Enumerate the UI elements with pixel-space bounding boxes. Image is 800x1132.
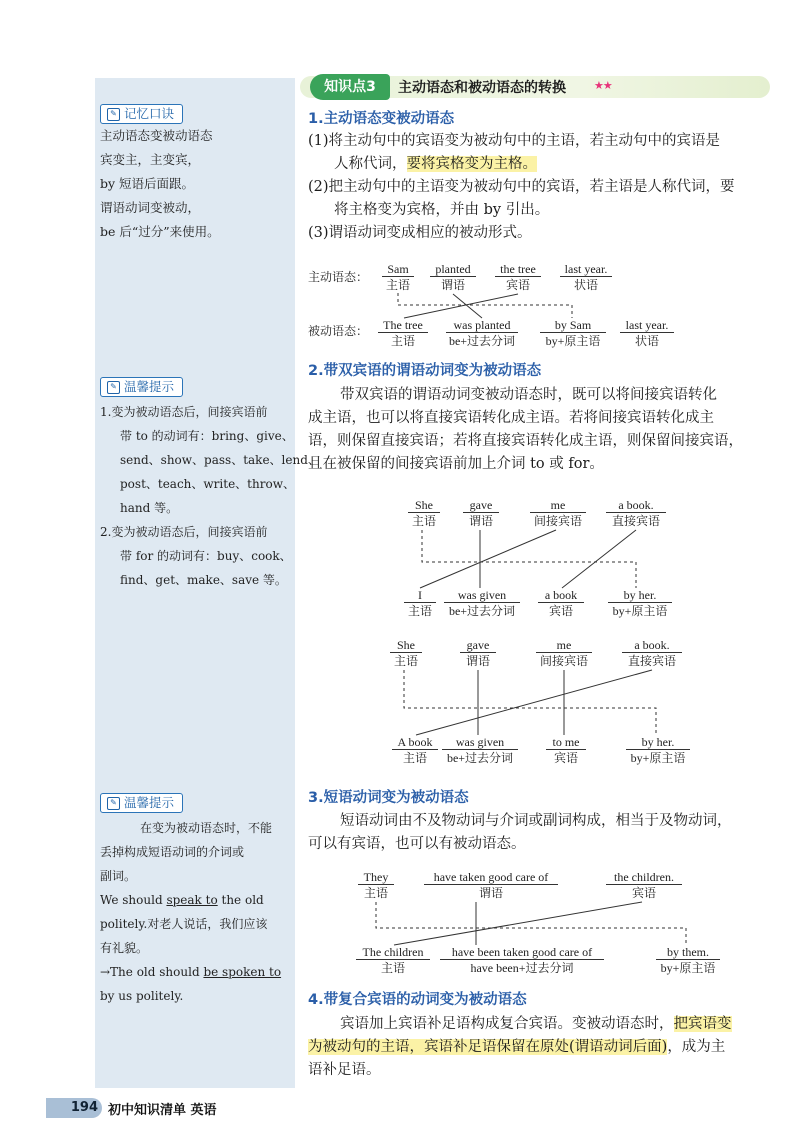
word-box xyxy=(606,870,682,901)
highlight-text: 为被动句的主语，宾语补足语保留在原处(谓语动词后面) xyxy=(308,1039,668,1055)
paragraph-line: 且在被保留的间接宾语前加上介词 to 或 for。 xyxy=(308,456,604,472)
passive-label: 被动语态： xyxy=(308,324,369,338)
word-box xyxy=(536,638,592,669)
word-zh: 主语 xyxy=(393,654,418,668)
memo-tag-label: 记忆口诀 xyxy=(124,106,175,121)
word-zh: 宾语 xyxy=(631,886,656,900)
word-box xyxy=(460,638,496,669)
text: 宾语加上宾语补足语构成复合宾语。变被动语态时， xyxy=(340,1016,674,1032)
word-zh: 直接宾语 xyxy=(627,654,676,668)
tip-line: 带 for 的动词有：buy、cook、 xyxy=(120,549,292,563)
footer-title: 初中知识清单 英语 xyxy=(108,1103,217,1118)
memo-line: 主动语态变被动语态 xyxy=(100,128,213,143)
word-en: by Sam xyxy=(540,318,606,333)
word-box xyxy=(530,498,586,529)
word-zh: by+原主语 xyxy=(660,961,716,975)
word-box xyxy=(606,498,666,529)
word-en: planted xyxy=(430,262,476,277)
word-zh: by+原主语 xyxy=(545,334,601,348)
word-box xyxy=(440,945,604,976)
highlight-text: 要将宾格变为主格。 xyxy=(406,156,537,172)
word-zh: be+过去分词 xyxy=(446,751,514,765)
word-en: They xyxy=(358,870,394,885)
word-box xyxy=(608,588,672,619)
section-2-text xyxy=(308,384,773,476)
tip-line: 2.变为被动语态后，间接宾语前 xyxy=(100,525,268,539)
word-zh: 谓语 xyxy=(478,886,503,900)
word-box xyxy=(444,588,520,619)
word-en: The children xyxy=(356,945,430,960)
word-en: the children. xyxy=(606,870,682,885)
word-zh: 主语 xyxy=(411,514,436,528)
word-en: She xyxy=(390,638,422,653)
tip-line: send、show、pass、take、lend、 xyxy=(120,453,320,467)
tip-line: by us politely. xyxy=(100,989,184,1003)
tip-line: hand 等。 xyxy=(120,501,179,515)
word-en: me xyxy=(536,638,592,653)
tip-line: 1.变为被动语态后，间接宾语前 xyxy=(100,405,268,419)
word-en: gave xyxy=(460,638,496,653)
word-box xyxy=(656,945,720,976)
paragraph-line xyxy=(308,1013,773,1036)
note-icon: ✎ xyxy=(107,381,120,394)
star-icon: ★★ xyxy=(594,79,612,92)
text: 人称代词， xyxy=(334,156,407,172)
word-box xyxy=(358,870,394,901)
paragraph-line: 可以有宾语，也可以有被动语态。 xyxy=(308,836,526,852)
word-en: gave xyxy=(463,498,499,513)
word-zh: 状语 xyxy=(634,334,659,348)
section-4-text xyxy=(308,1013,773,1082)
memo-line: 谓语动词变被动， xyxy=(100,200,201,215)
word-zh: 主语 xyxy=(407,604,432,618)
word-en: was planted xyxy=(446,318,518,333)
word-zh: 主语 xyxy=(363,886,388,900)
tip-underline: speak to xyxy=(166,893,218,907)
tip-line: 丢掉构成短语动词的介词或 xyxy=(100,845,245,859)
word-en: She xyxy=(408,498,440,513)
connector-dashed xyxy=(422,530,636,588)
header-title: 主动语态和被动语态的转换 xyxy=(398,80,566,96)
word-box xyxy=(408,498,440,529)
knowledge-badge: 知识点3 xyxy=(310,74,390,100)
memo-line: 宾变主，主变宾， xyxy=(100,152,201,167)
connector-line xyxy=(416,670,652,735)
word-en: was given xyxy=(442,735,518,750)
word-en: to me xyxy=(546,735,586,750)
word-zh: 状语 xyxy=(573,278,598,292)
paragraph-line: 将主格变为宾格，并由 by 引出。 xyxy=(334,202,550,218)
word-box xyxy=(424,870,558,901)
word-box xyxy=(390,638,422,669)
word-zh: 谓语 xyxy=(468,514,493,528)
word-zh: be+过去分词 xyxy=(448,604,516,618)
paragraph-line: 语补足语。 xyxy=(308,1062,381,1078)
tip-underline: be spoken to xyxy=(203,965,282,979)
word-box xyxy=(538,588,584,619)
word-en: by her. xyxy=(626,735,690,750)
page-number: 194 xyxy=(46,1098,102,1118)
tip-text: the old xyxy=(217,893,264,907)
paragraph-line: (1)将主动句中的宾语变为被动句中的主语，若主动句中的宾语是 xyxy=(308,133,721,149)
text: ，成为主 xyxy=(667,1039,726,1055)
word-en: A book xyxy=(392,735,438,750)
memo-line: by 短语后面跟。 xyxy=(100,176,195,191)
connector-line xyxy=(453,294,482,318)
section-3-text xyxy=(308,810,773,856)
word-en: Sam xyxy=(382,262,414,277)
word-en: have been taken good care of xyxy=(440,945,604,960)
section-4-title: 4.带复合宾语的动词变为被动语态 xyxy=(308,992,527,1008)
paragraph-line: (2)把主动句中的主语变为被动句中的宾语，若主语是人称代词，要 xyxy=(308,179,735,195)
word-zh: 主语 xyxy=(390,334,415,348)
active-label: 主动语态： xyxy=(308,270,369,284)
word-zh: by+原主语 xyxy=(612,604,668,618)
word-en: have taken good care of xyxy=(424,870,558,885)
word-zh: have been+过去分词 xyxy=(470,961,574,975)
word-zh: by+原主语 xyxy=(630,751,686,765)
paragraph-line: 短语动词由不及物动词与介词或副词构成，相当于及物动词， xyxy=(340,813,732,829)
word-en: last year. xyxy=(560,262,612,277)
word-en: I xyxy=(404,588,436,603)
word-zh: 主语 xyxy=(385,278,410,292)
tip-line: 带 to 的动词有：bring、give、 xyxy=(120,429,294,443)
paragraph-line: 带双宾语的谓语动词变被动语态时，既可以将间接宾语转化 xyxy=(340,387,717,403)
section-1-title: 1.主动语态变被动语态 xyxy=(308,111,455,127)
tip-line: post、teach、write、throw、 xyxy=(120,477,295,491)
word-box xyxy=(392,735,438,766)
note-icon: ✎ xyxy=(107,797,120,810)
connector-line xyxy=(420,530,556,588)
paragraph-line: 成主语，也可以将直接宾语转化成主语。若将间接宾语转化成主 xyxy=(308,410,714,426)
word-en: a book. xyxy=(622,638,682,653)
word-zh: 宾语 xyxy=(505,278,530,292)
word-box xyxy=(546,735,586,766)
word-en: was given xyxy=(444,588,520,603)
tip-text: We should xyxy=(100,893,167,907)
connector-line xyxy=(394,902,642,945)
word-en: the tree xyxy=(495,262,541,277)
word-zh: 间接宾语 xyxy=(539,654,588,668)
connector-dashed xyxy=(376,902,686,945)
connector-line xyxy=(562,530,636,588)
word-box xyxy=(626,735,690,766)
word-zh: 谓语 xyxy=(465,654,490,668)
word-zh: be+过去分词 xyxy=(448,334,516,348)
paragraph-line: 语，则保留直接宾语；若将直接宾语转化成主语，则保留间接宾语， xyxy=(308,433,743,449)
connector-line xyxy=(404,294,518,318)
word-box xyxy=(404,588,436,619)
tip-line: politely.对老人说话，我们应该 xyxy=(100,917,268,931)
highlight-text: 把宾语变 xyxy=(673,1016,732,1032)
word-en: last year. xyxy=(620,318,674,333)
tip-text: →The old should xyxy=(100,965,204,979)
word-en: by her. xyxy=(608,588,672,603)
tip-line: 在变为被动语态时，不能 xyxy=(140,821,273,835)
word-zh: 谓语 xyxy=(440,278,465,292)
word-box xyxy=(356,945,430,976)
tip-tag-label: 温馨提示 xyxy=(124,795,175,810)
paragraph-line: (3)谓语动词变成相应的被动形式。 xyxy=(308,225,532,241)
word-en: by them. xyxy=(656,945,720,960)
section-2-title: 2.带双宾语的谓语动词变为被动语态 xyxy=(308,363,542,379)
word-zh: 直接宾语 xyxy=(611,514,660,528)
word-en: a book. xyxy=(606,498,666,513)
paragraph-line xyxy=(308,1036,773,1059)
word-zh: 主语 xyxy=(402,751,427,765)
tip-tag-label: 温馨提示 xyxy=(124,379,175,394)
tip-line: find、get、make、save 等。 xyxy=(120,573,287,587)
word-box xyxy=(463,498,499,529)
note-icon: ✎ xyxy=(107,108,120,121)
section-3-title: 3.短语动词变为被动语态 xyxy=(308,790,469,806)
word-box xyxy=(622,638,682,669)
word-zh: 宾语 xyxy=(553,751,578,765)
word-en: me xyxy=(530,498,586,513)
tip-line: 有礼貌。 xyxy=(100,941,149,955)
tip-line: 副词。 xyxy=(100,869,137,883)
word-zh: 主语 xyxy=(380,961,405,975)
word-zh: 间接宾语 xyxy=(533,514,582,528)
word-box xyxy=(442,735,518,766)
word-en: a book xyxy=(538,588,584,603)
memo-line: be 后“过分”来使用。 xyxy=(100,224,220,239)
word-en: The tree xyxy=(378,318,428,333)
word-zh: 宾语 xyxy=(548,604,573,618)
